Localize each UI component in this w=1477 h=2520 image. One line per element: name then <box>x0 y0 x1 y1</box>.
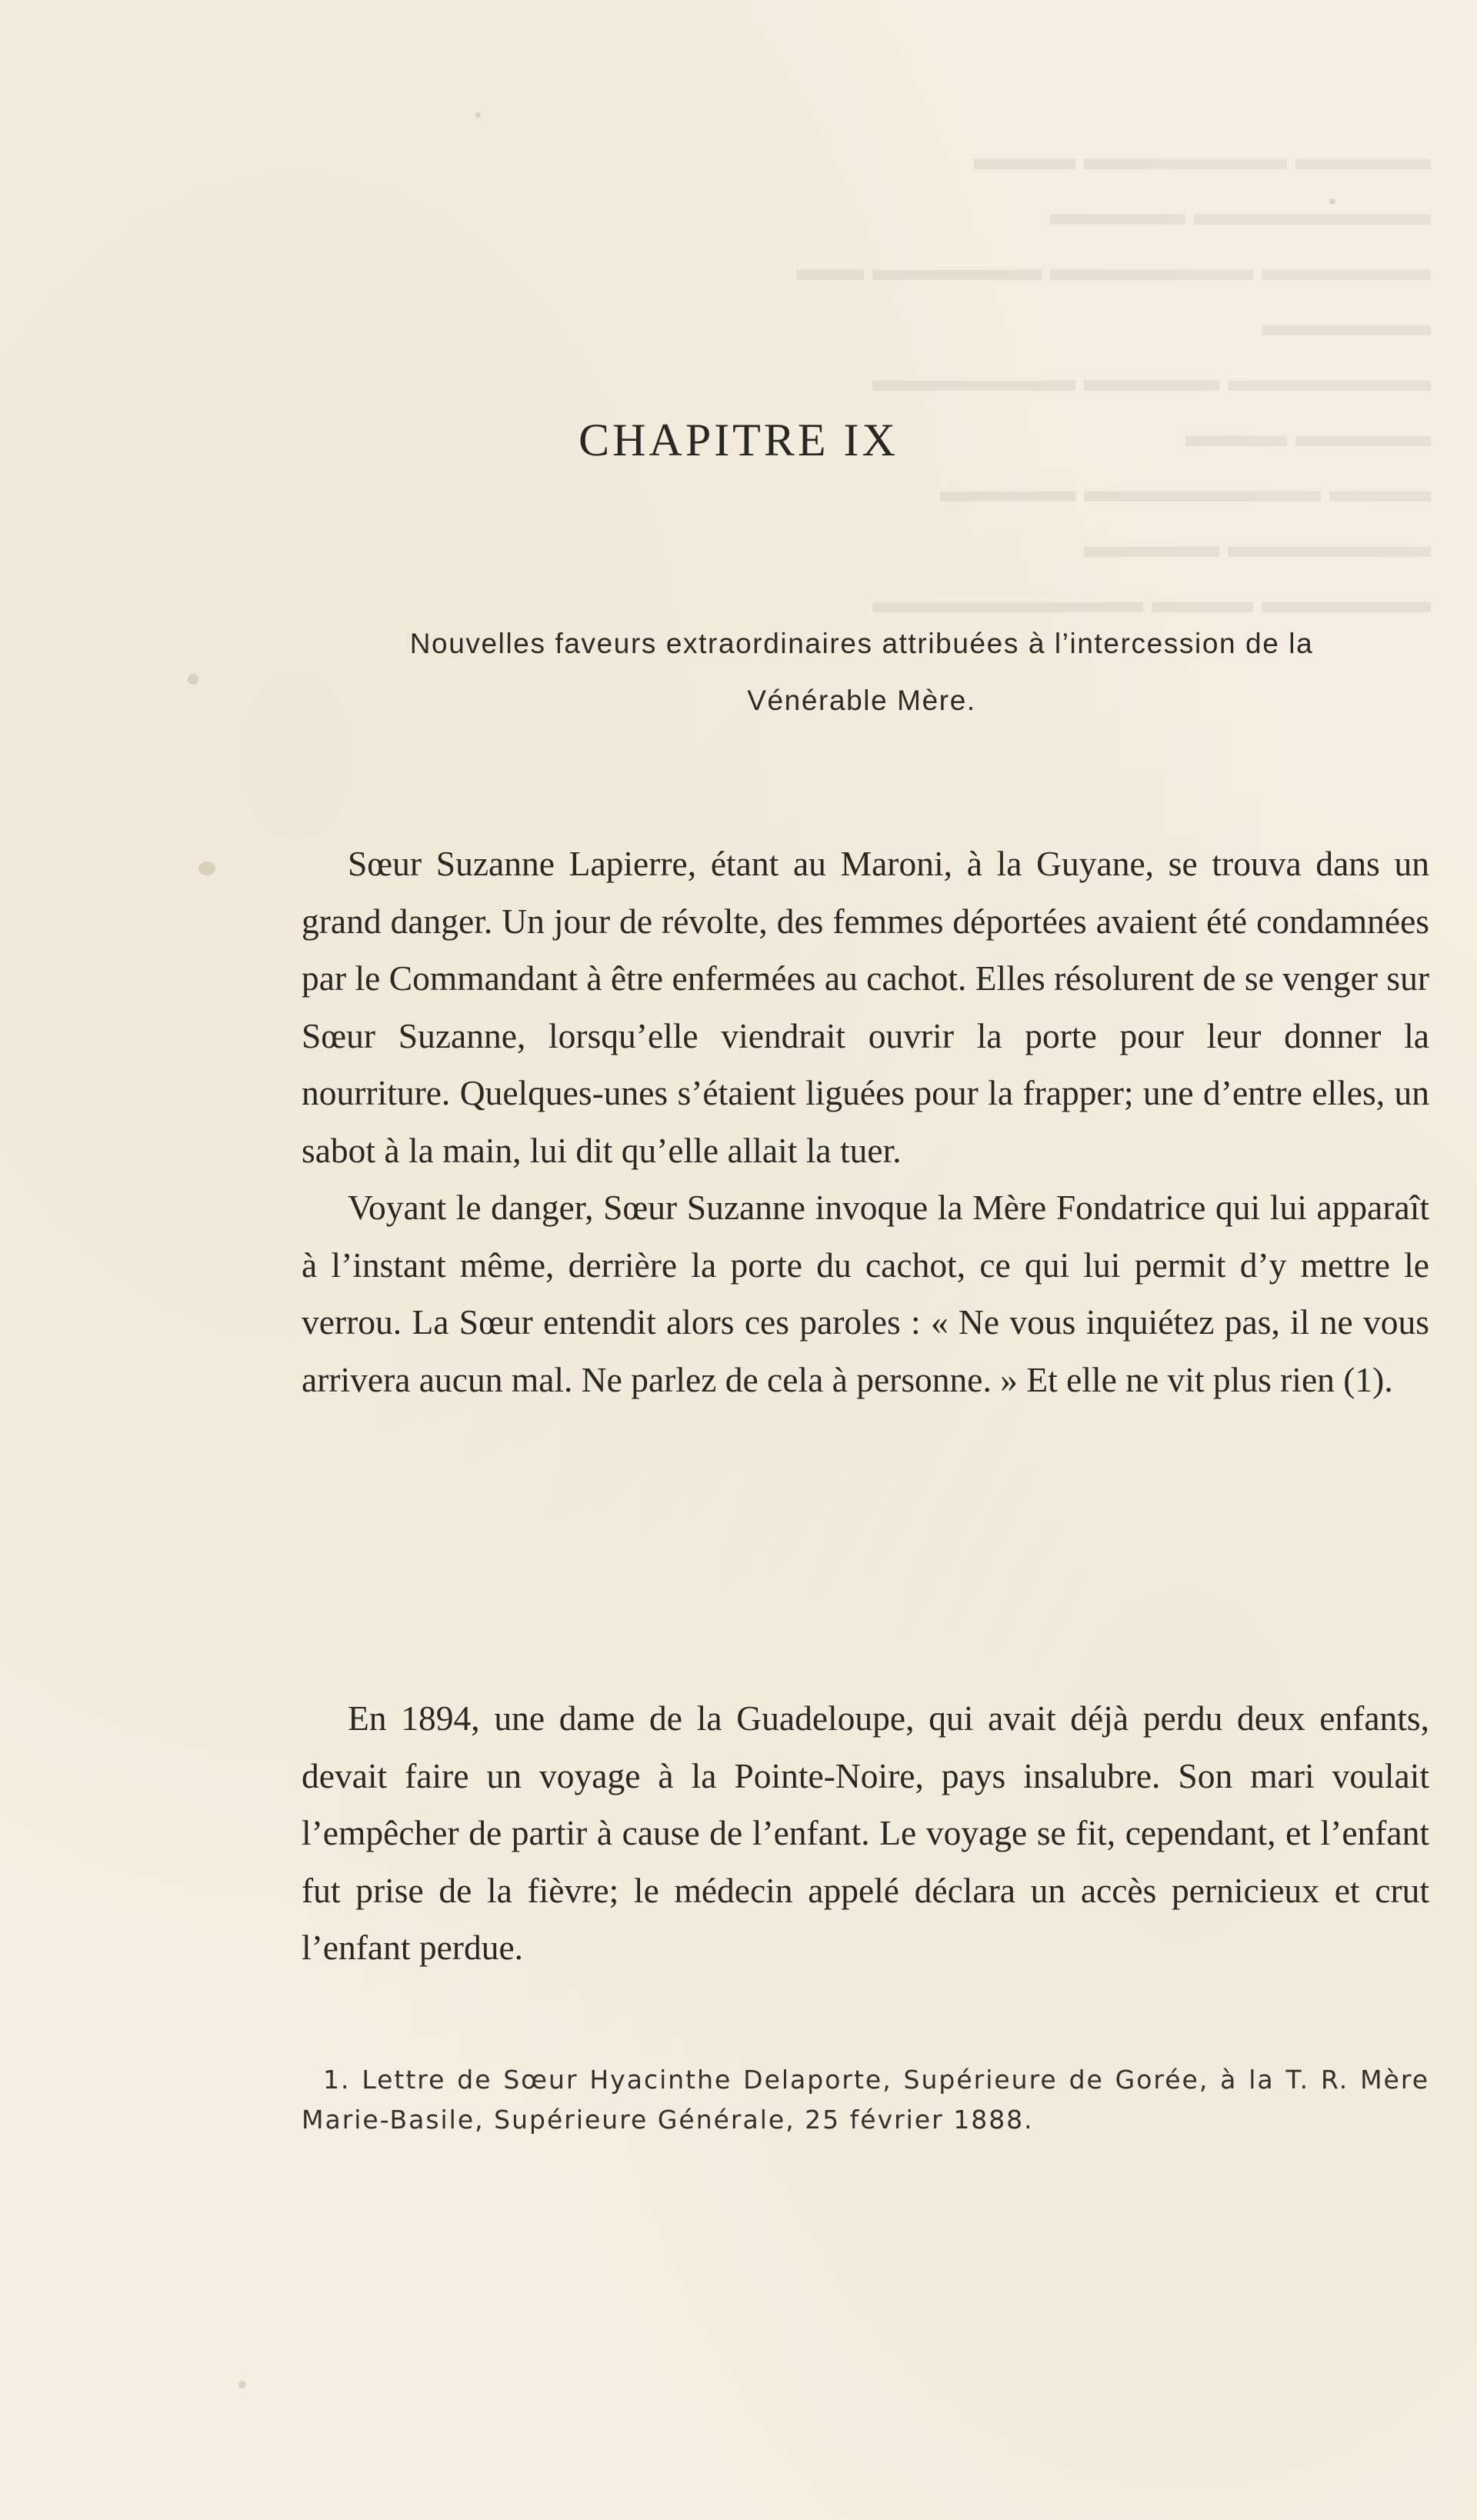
bleed-through-texture: ▬▬▬▬ ▬▬▬▬▬▬ ▬▬▬ ▬▬▬▬▬▬▬ ▬▬▬▬ ▬▬▬▬▬ ▬▬▬▬▬▬ ▬▬▬▬▬ ▬▬ ▬▬▬▬▬ ▬▬▬▬▬▬ ▬▬▬▬ ▬▬▬▬▬▬ ▬▬▬▬ ▬▬▬ ▬▬▬ ▬▬▬▬▬▬▬ ▬▬▬▬ ▬▬▬▬▬▬ ▬▬▬▬ ▬▬▬▬▬ ▬▬▬ ▬▬▬▬▬▬▬▬ <box>796 139 1431 620</box>
body-text-block-1 <box>302 835 1429 1408</box>
paper-speck <box>1329 198 1335 205</box>
paper-speck <box>475 112 481 118</box>
chapter-title: CHAPITRE IX <box>578 415 899 465</box>
paragraph: En 1894, une dame de la Guadeloupe, qui avait déjà perdu deux enfants, devait faire un voyage à la Pointe-Noire, pays insalubre. Son mari voulait l’empêcher de partir à cause de l’enfant. Le voyage se fit, cependant, et l’enfant fut prise de la fièvre; le médecin appelé déclara un accès pernicieux et crut l’enfant perdue. <box>302 1698 1429 1967</box>
footnote: 1. Lettre de Sœur Hyacinthe Delaporte, Supérieure de Gorée, à la T. R. Mère Marie-Basile, Supérieure Générale, 25 février 1888. <box>302 2065 1429 2135</box>
paper-speck <box>188 674 198 685</box>
paper-speck <box>198 862 215 875</box>
chapter-subtitle: Nouvelles faveurs extraordinaires attribuées à l’intercession de la Vénérable Mère. <box>409 628 1314 716</box>
body-text-block-2 <box>302 1690 1429 1977</box>
paragraph: Sœur Suzanne Lapierre, étant au Maroni, à la Guyane, se trouva dans un grand danger. Un jour de révolte, des femmes déportées avaient été condamnées par le Commandant à être enfermées au cachot. Elles résolurent de se venger sur Sœur Suzanne, lorsqu’elle viendrait ouvrir la porte pour leur donner la nourriture. Quelques-unes s’étaient liguées pour la frapper; une d’entre elles, un sabot à la main, lui dit qu’elle allait la tuer. <box>302 844 1429 1170</box>
paper-speck <box>238 2381 246 2388</box>
paragraph: Voyant le danger, Sœur Suzanne invoque la Mère Fondatrice qui lui apparaît à l’instant même, derrière la porte du cachot, ce qui lui permit d’y mettre le verrou. La Sœur entendit alors ces paroles : « Ne vous inquiétez pas, il ne vous arrivera aucun mal. Ne parlez de cela à personne. » Et elle ne vit plus rien (1). <box>302 1188 1429 1399</box>
